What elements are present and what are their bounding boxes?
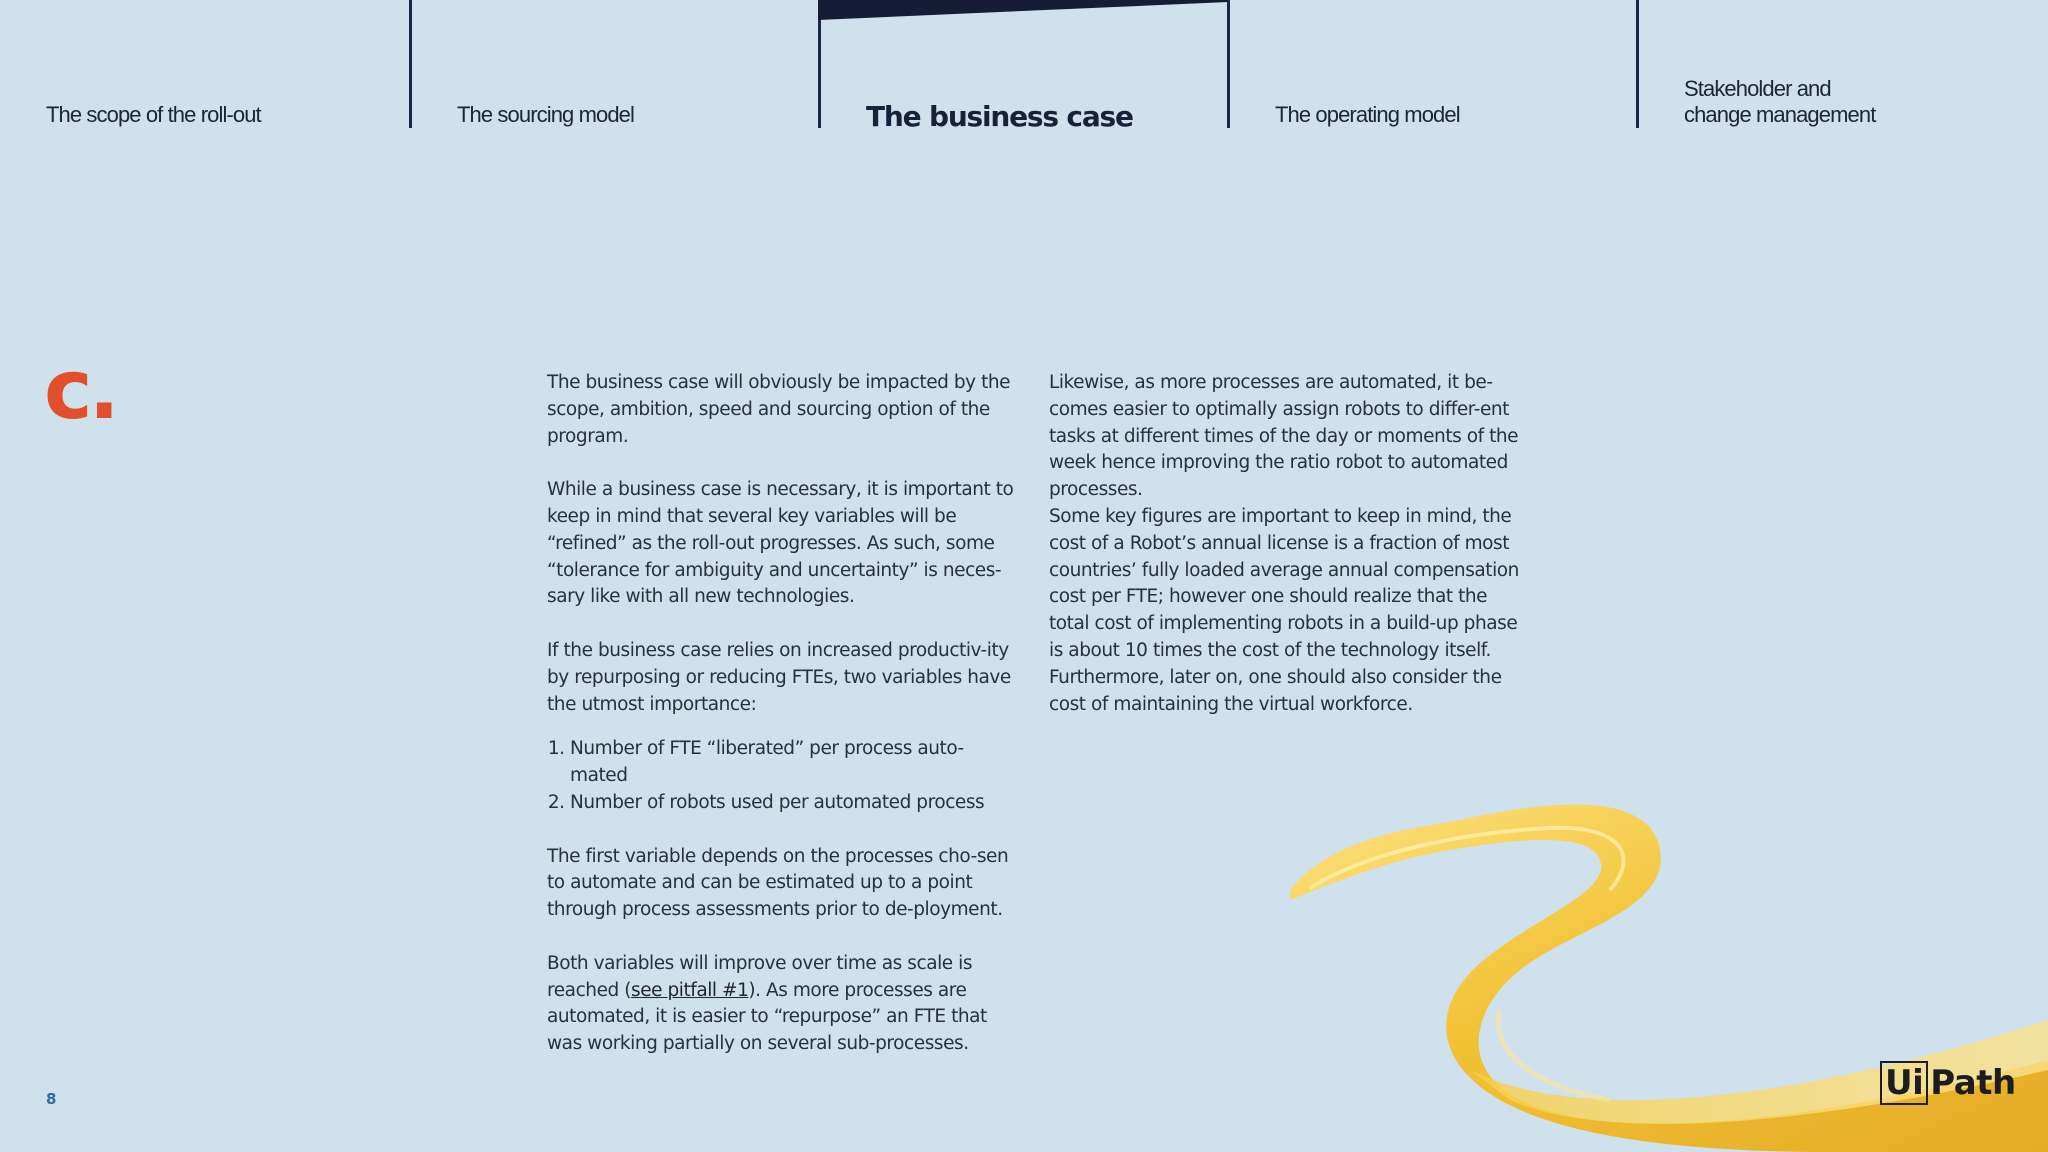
left-text-column: [547, 370, 1017, 1058]
tab-sourcing-model[interactable]: [411, 0, 819, 128]
paragraph-text: Both variables will improve over time as scale is reached (: [547, 952, 973, 1001]
paragraph-text: ). As more processes are automated, it is easier to “repurpose” an FTE that was working partially on several sub-processes.: [547, 979, 987, 1055]
tab-scope-of-roll-out[interactable]: [0, 0, 410, 128]
paragraph: Some key figures are important to keep in mind, the cost of a Robot’s annual license is a fraction of most countries’ fully loaded average annual compensation cost per FTE; however one should realize that the total cost of implementing robots in a build-up phase is about 10 times the cost of the technology itself. Furthermore, later on, one should also consider the cost of maintaining the virtual workforce.: [1049, 505, 1519, 715]
right-text-column: [1049, 370, 1519, 718]
paragraph-with-link: [547, 951, 1017, 1058]
key-variables-list: [547, 736, 1017, 816]
paragraph: If the business case relies on increased productiv-ity by repurposing or reducing FTEs, two variables have the utmost importance:: [547, 639, 1011, 715]
see-pitfall-link[interactable]: see pitfall #1: [631, 979, 749, 1001]
tab-operating-model[interactable]: [1229, 0, 1637, 128]
paragraph: While a business case is necessary, it is important to keep in mind that several key variables will be “refined” as the roll-out progresses. As such, some “tolerance for ambiguity and uncertainty” is neces-sary like with all new technologies.: [547, 479, 1014, 608]
tab-label-line2: change management: [1684, 102, 1876, 127]
page-number: 8: [46, 1090, 57, 1108]
tab-label: The operating model: [1275, 102, 1460, 127]
tab-label-line1: Stakeholder and: [1684, 76, 1831, 101]
paragraph: The first variable depends on the processes cho-sen to automate and can be estimated up to a point through process assessments prior to de-ployment.: [547, 845, 1009, 921]
paragraph: Likewise, as more processes are automated, it be-comes easier to optimally assign robots to differ-ent tasks at different times of the day or moments of the week hence improving the ratio robot to automated processes.: [1049, 372, 1519, 501]
logo-ui: Ui: [1880, 1061, 1928, 1105]
tab-label-active: The business case: [866, 100, 1133, 133]
uipath-logo: [1880, 1060, 2016, 1106]
paragraph: The business case will obviously be impacted by the scope, ambition, speed and sourcing option of the program.: [547, 372, 1011, 447]
list-item: 1. Number of FTE “liberated” per process auto-mated: [570, 736, 1017, 790]
tab-business-case[interactable]: [820, 0, 1228, 133]
list-item: 2. Number of robots used per automated process: [570, 790, 1017, 817]
tab-stakeholder-change-management[interactable]: [1638, 0, 2048, 128]
tab-label: [1684, 76, 1875, 128]
section-letter: c.: [44, 343, 116, 438]
logo-path: Path: [1930, 1063, 2016, 1103]
tab-label: The scope of the roll-out: [46, 102, 261, 127]
tab-label: The sourcing model: [457, 102, 635, 127]
